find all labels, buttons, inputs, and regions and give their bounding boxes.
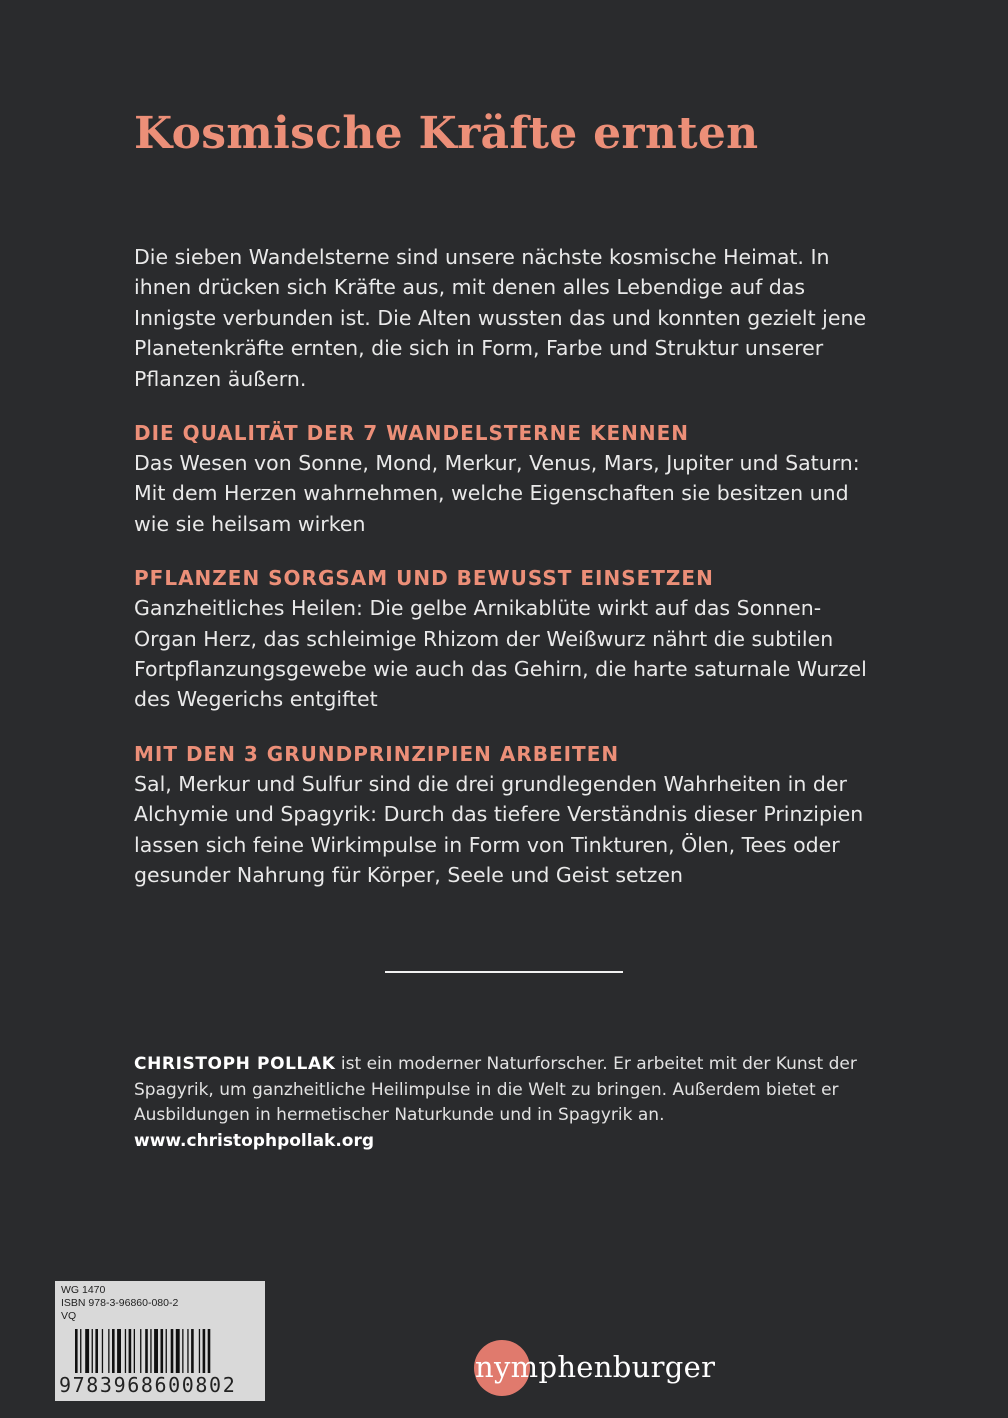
section-text: Ganzheitliches Heilen: Die gelbe Arnikablüte wirkt auf das Sonnen-Organ Herz, das schleimige Rhizom der Weißwurz nährt die subtilen Fortpflanzungsgewebe wie auch das Gehirn, die harte saturnale Wurzel des Wegerichs entgiftet xyxy=(134,596,867,712)
barcode-bar xyxy=(187,1329,188,1373)
author-website[interactable]: www.christophpollak.org xyxy=(134,1130,375,1151)
vq-code: VQ xyxy=(61,1310,77,1322)
barcode-bar xyxy=(134,1329,135,1373)
publisher-name: nymphenburger xyxy=(475,1350,716,1384)
barcode-bar xyxy=(208,1329,211,1373)
barcode-bar xyxy=(125,1329,126,1373)
section-text: Das Wesen von Sonne, Mond, Merkur, Venus, Mars, Jupiter und Saturn: Mit dem Herzen wahrnehmen, welche Eigenschaften sie besitzen und wie sie heilsam wirken xyxy=(134,451,860,536)
section-text: Sal, Merkur und Sulfur sind die drei grundlegenden Wahrheiten in der Alchymie und Spagyrik: Durch das tiefere Verständnis dieser Prinzipien lassen sich feine Wirkimpulse in Form von Tinkturen, Ölen, Tees oder gesunder Nahrung für Körper, Seele und Geist setzen xyxy=(134,771,864,888)
barcode-bar xyxy=(203,1329,206,1373)
author-name: CHRISTOPH POLLAK xyxy=(134,1054,336,1074)
barcode-bar xyxy=(75,1329,78,1373)
barcode-label xyxy=(55,1281,265,1401)
barcode-number: 9783968600802 xyxy=(59,1373,237,1397)
barcode-bar xyxy=(117,1329,121,1373)
barcode-bar xyxy=(191,1329,194,1373)
isbn-text: ISBN 978-3-96860-080-2 xyxy=(61,1297,179,1309)
barcode-bar xyxy=(92,1329,93,1373)
barcode-bar xyxy=(145,1329,148,1373)
barcode-bar xyxy=(161,1329,164,1373)
section-grundprinzipien xyxy=(134,739,874,891)
barcode-meta xyxy=(61,1284,178,1323)
barcode-bar xyxy=(95,1329,98,1373)
barcode-bar xyxy=(108,1329,109,1373)
barcode-bar xyxy=(102,1329,103,1373)
section-heading: MIT DEN 3 GRUNDPRINZIPIEN ARBEITEN xyxy=(134,741,620,766)
divider-line xyxy=(385,971,623,973)
barcode-bar xyxy=(171,1329,174,1373)
publisher-logo xyxy=(474,1340,734,1396)
barcode-bar xyxy=(182,1329,183,1373)
section-heading: DIE QUALITÄT DER 7 WANDELSTERNE KENNEN xyxy=(134,421,689,446)
wg-code: WG 1470 xyxy=(61,1284,106,1296)
barcode-bar xyxy=(85,1329,89,1373)
barcode-bar xyxy=(176,1329,180,1373)
barcode-bar xyxy=(112,1329,115,1373)
barcode-bar xyxy=(129,1329,132,1373)
section-wandelsterne xyxy=(134,418,874,539)
barcode-bar xyxy=(150,1329,151,1373)
barcode-image xyxy=(73,1329,253,1375)
intro-paragraph: Die sieben Wandelsterne sind unsere nächste kosmische Heimat. In ihnen drücken sich Kräfte aus, mit denen alles Lebendige auf das Innigste verbunden ist. Die Alten wussten das und konnten gezielt jene Planetenkräfte ernten, die sich in Form, Farbe und Struktur unserer Pflanzen äußern. xyxy=(134,245,867,391)
author-bio-text: ist ein moderner Naturforscher. Er arbeitet mit der Kunst der Spagyrik, um ganzheitliche Heilimpulse in die Welt zu bringen. Außerdem bietet er Ausbildungen in hermetischer Naturkunde und in Spagyrik an. xyxy=(134,1054,857,1125)
author-bio xyxy=(134,1052,884,1154)
barcode-bar xyxy=(166,1329,167,1373)
section-heading: PFLANZEN SORGSAM UND BEWUSST EINSETZEN xyxy=(134,566,714,591)
barcode-bar xyxy=(140,1329,141,1373)
barcode-bar xyxy=(154,1329,158,1373)
barcode-bar xyxy=(199,1329,200,1373)
section-pflanzen xyxy=(134,563,874,715)
book-title: Kosmische Kräfte ernten xyxy=(134,108,759,159)
barcode-bar xyxy=(80,1329,81,1373)
blurb xyxy=(134,242,874,891)
